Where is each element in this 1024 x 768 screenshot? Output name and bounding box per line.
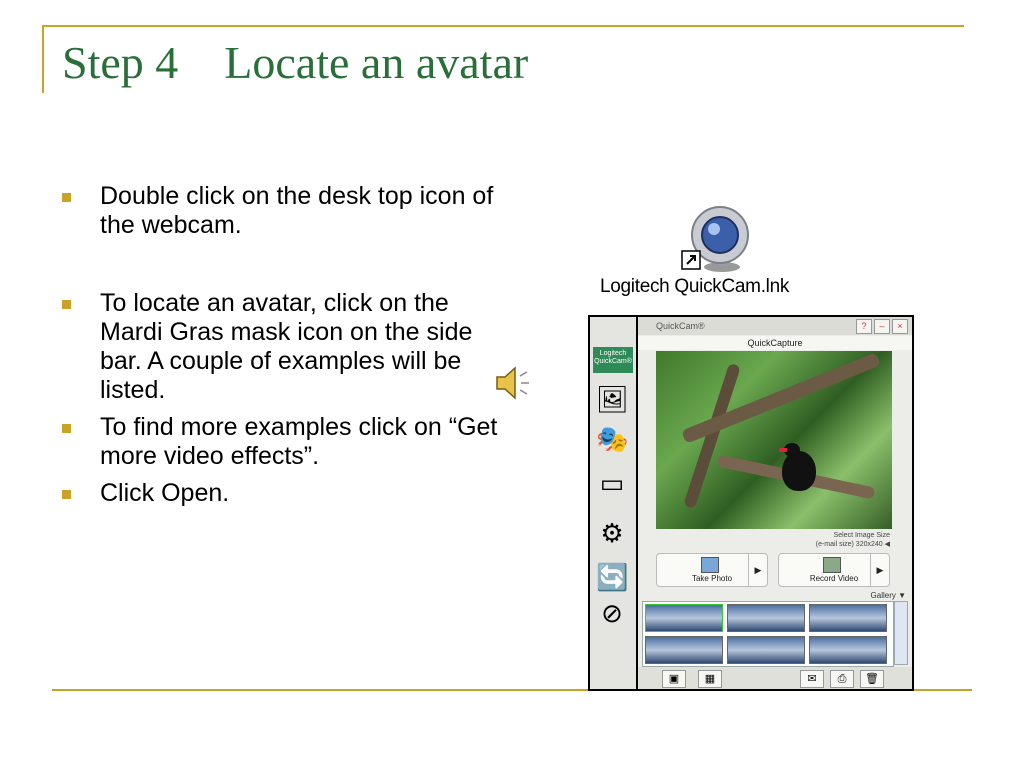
bullet-list: [62, 182, 502, 508]
help-button[interactable]: ?: [856, 319, 872, 334]
gallery-scrollbar[interactable]: [894, 601, 908, 665]
frame-left-rule: [42, 25, 44, 93]
gallery-thumbnail[interactable]: [809, 636, 887, 664]
bullet-marker: [62, 193, 71, 202]
gallery-thumbnail[interactable]: [809, 604, 887, 632]
bullet-text: To find more examples click on “Get more video effects”.: [100, 413, 498, 470]
print-icon[interactable]: ⎙: [830, 670, 854, 688]
settings-icon[interactable]: ⚙: [600, 518, 624, 548]
play-arrow-icon[interactable]: ▶: [870, 554, 889, 586]
record-video-button[interactable]: [778, 553, 890, 587]
share-icon[interactable]: 🔄: [596, 562, 629, 592]
image-size-value: (e-mail size) 320x240 ◀: [815, 541, 890, 548]
image-size-selector[interactable]: [816, 531, 890, 549]
photo-icon: [701, 557, 719, 573]
record-video-label: Record Video: [809, 574, 859, 583]
bullet-marker: [62, 300, 71, 309]
gallery-thumbnail[interactable]: [727, 604, 805, 632]
email-icon[interactable]: ✉: [800, 670, 824, 688]
tree-branch: [681, 352, 881, 444]
gallery-thumbnail[interactable]: [645, 604, 723, 632]
bullet-marker: [62, 490, 71, 499]
gallery-dropdown[interactable]: Gallery ▼: [870, 591, 906, 600]
bird: [782, 451, 816, 491]
play-arrow-icon[interactable]: ▶: [748, 554, 767, 586]
bullet-item: [62, 479, 502, 508]
slide-title: Step 4 Locate an avatar: [62, 37, 529, 88]
help-icon[interactable]: ⊘: [601, 598, 623, 628]
bullet-text: Click Open.: [100, 479, 230, 507]
quickcam-sidebar: [590, 317, 636, 689]
quickcam-main: [638, 317, 912, 689]
camera-preview: [656, 351, 892, 529]
capture-mode-label: QuickCapture: [638, 336, 912, 350]
bullet-item: [62, 289, 502, 405]
quickcam-window: [588, 315, 914, 691]
bullet-text: To locate an avatar, click on the Mardi Gras mask icon on the side bar. A couple of examples will be listed.: [100, 289, 473, 404]
gallery-thumbnail[interactable]: [727, 636, 805, 664]
quickcam-bottom-toolbar: [638, 667, 912, 689]
take-photo-label: Take Photo: [691, 574, 733, 583]
minimize-button[interactable]: –: [874, 319, 890, 334]
bullet-text: Double click on the desk top icon of the webcam.: [100, 182, 494, 239]
bird-beak: [779, 448, 787, 452]
take-photo-button[interactable]: [656, 553, 768, 587]
quickcam-brand: Logitech QuickCam®: [593, 347, 633, 373]
photo-view-icon[interactable]: ▣: [662, 670, 686, 688]
quickcam-titlebar: QuickCam®: [638, 317, 912, 335]
capture-icon[interactable]: 🖼: [596, 384, 630, 414]
mask-icon[interactable]: 🎭: [596, 424, 629, 454]
webcam-icon[interactable]: [680, 203, 752, 273]
video-icon: [823, 557, 841, 573]
bullet-item: [62, 182, 502, 240]
video-view-icon[interactable]: ▦: [698, 670, 722, 688]
frame-top-rule: [42, 25, 964, 27]
close-button[interactable]: ×: [892, 319, 908, 334]
image-size-label: Select Image Size: [833, 532, 890, 539]
bullet-item: [62, 413, 502, 471]
effects-icon[interactable]: ▭: [599, 468, 625, 498]
trash-icon[interactable]: 🗑: [860, 670, 884, 688]
window-controls: [856, 319, 908, 334]
gallery: [642, 601, 894, 667]
gallery-thumbnail[interactable]: [645, 636, 723, 664]
desktop-icon-label[interactable]: Logitech QuickCam.lnk: [600, 276, 790, 297]
speaker-icon[interactable]: [493, 364, 533, 402]
bullet-marker: [62, 424, 71, 433]
